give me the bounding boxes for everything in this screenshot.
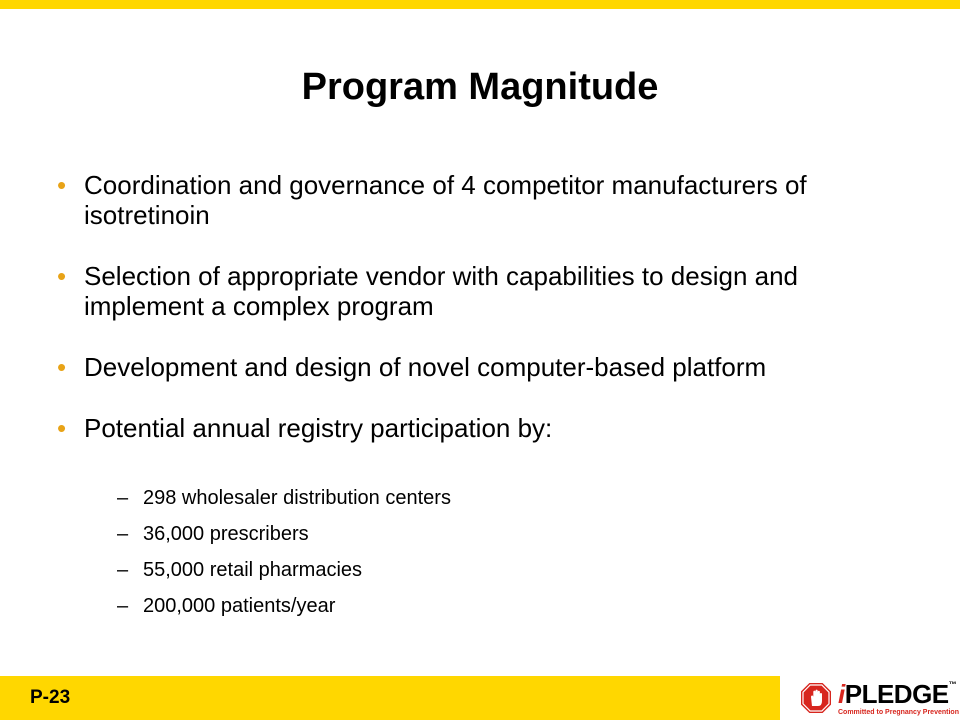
bullet-item [57, 261, 917, 321]
page-number: P-23 [30, 687, 71, 708]
sub-bullet-item [117, 486, 451, 511]
slide-title: Program Magnitude [301, 66, 659, 108]
bullet-marker: • [57, 170, 67, 200]
bullet-item [57, 170, 917, 230]
dash-marker: – [117, 523, 129, 545]
sub-bullet-text: 36,000 prescribers [143, 523, 309, 545]
top-accent-bar [0, 0, 960, 9]
sub-bullet-text: 200,000 patients/year [143, 595, 336, 617]
stop-hand-icon [800, 682, 832, 714]
bullet-item [57, 413, 917, 443]
bullet-text: Potential annual registry participation by: [84, 413, 553, 443]
dash-marker: – [117, 595, 129, 617]
bullet-text: Selection of appropriate vendor with capabilities to design and implement a complex program [84, 261, 799, 321]
dash-marker: – [117, 487, 129, 509]
bullet-item [57, 352, 917, 382]
bullet-list [57, 170, 917, 449]
dash-marker: – [117, 559, 129, 581]
logo-wordmark [838, 678, 959, 716]
logo-name: PLEDGE [844, 678, 949, 709]
sub-bullet-text: 298 wholesaler distribution centers [143, 487, 451, 509]
bullet-marker: • [57, 352, 67, 382]
bullet-text: Development and design of novel computer-based platform [84, 352, 767, 382]
sub-bullet-item [117, 594, 451, 619]
sub-bullet-item [117, 558, 451, 583]
logo-tagline: Committed to Pregnancy Prevention [838, 708, 959, 716]
ipledge-logo [800, 676, 960, 720]
sub-bullet-text: 55,000 retail pharmacies [143, 559, 363, 581]
sub-bullet-list [117, 486, 451, 630]
bullet-text: Coordination and governance of 4 competitor manufacturers of isotretinoin [84, 170, 807, 230]
logo-prefix: i [838, 678, 845, 709]
bullet-marker: • [57, 413, 67, 443]
sub-bullet-item [117, 522, 451, 547]
trademark-symbol: ™ [948, 679, 957, 689]
bullet-marker: • [57, 261, 67, 291]
footer-bar [0, 676, 780, 720]
